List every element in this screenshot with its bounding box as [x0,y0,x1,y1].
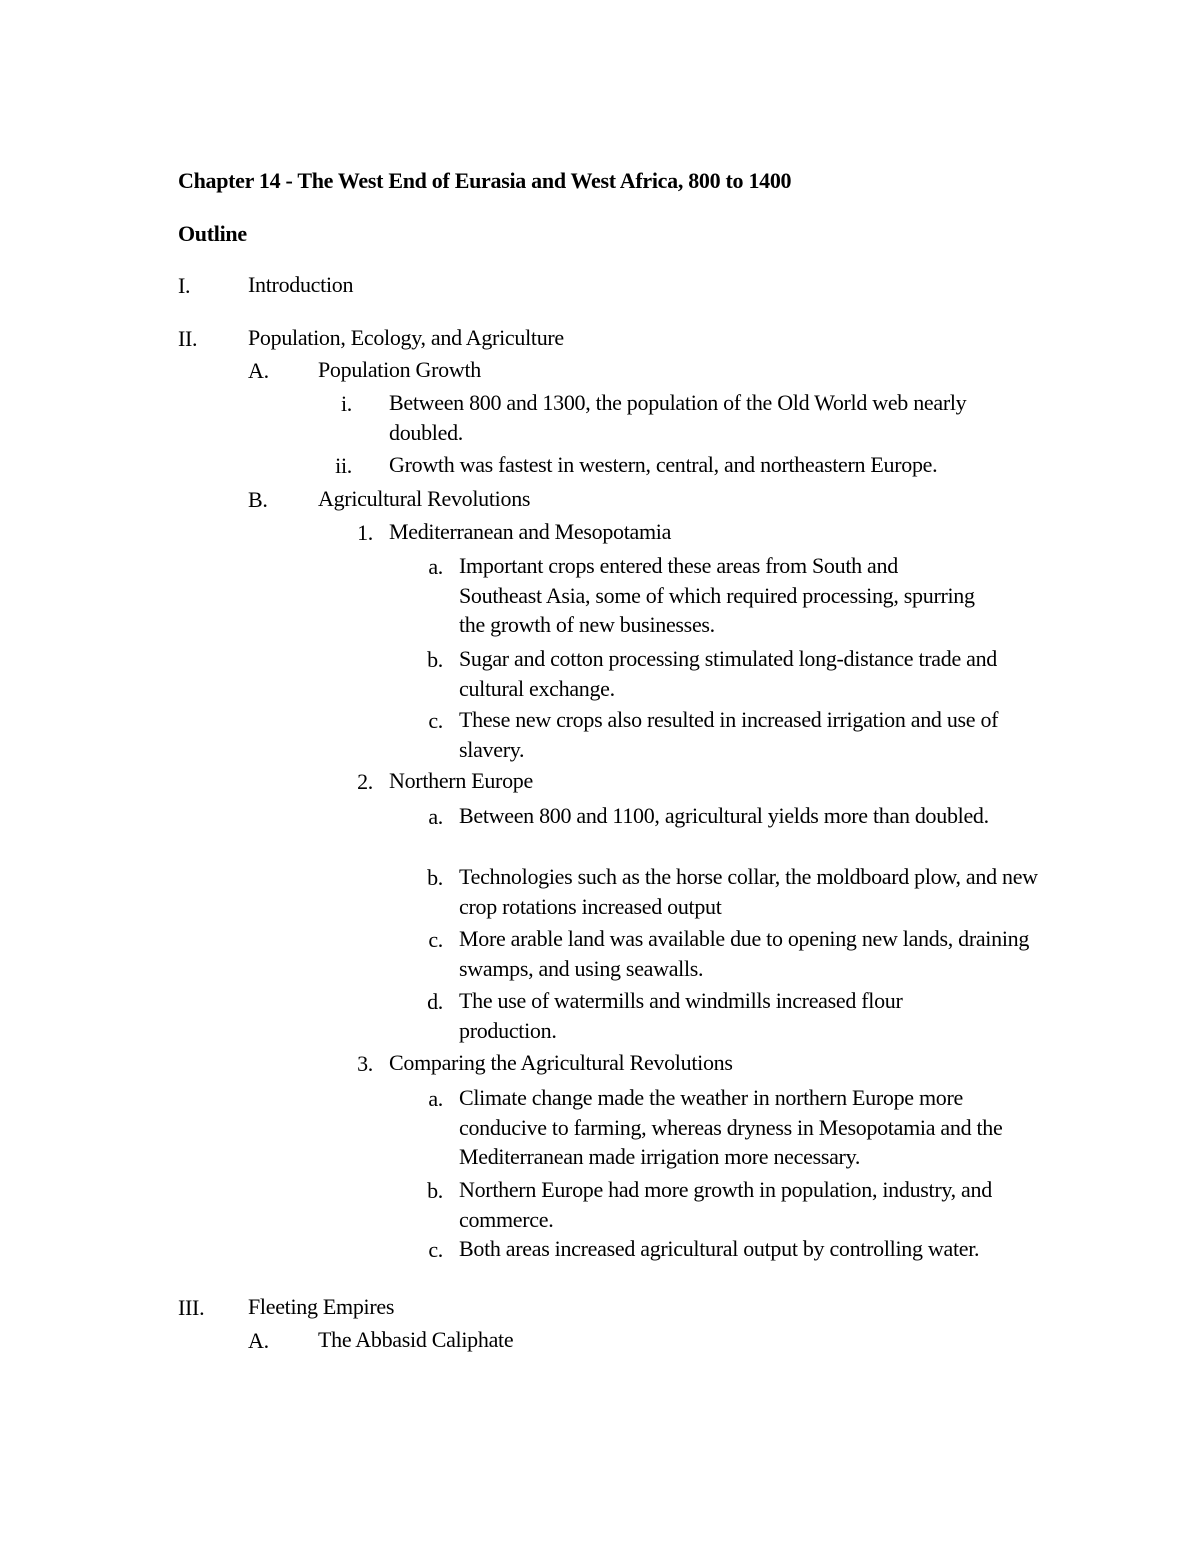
outline-marker-2-a: a. [428,804,443,829]
outline-item-watermills: The use of watermills and windmills increased flour production. [459,988,903,1043]
outline-marker-II-B-3: 3. [357,1051,373,1076]
outline-item-northern-growth: Northern Europe had more growth in population, industry, and commerce. [459,1177,992,1232]
outline-item-technologies: Technologies such as the horse collar, the moldboard plow, and new crop rotations increased output [459,864,1038,919]
outline-marker-3-b: b. [427,1178,443,1203]
outline-marker-III: III. [178,1295,205,1320]
outline-item-northern-europe: Northern Europe [389,768,533,793]
outline-item-growth-fastest: Growth was fastest in western, central, and northeastern Europe. [389,452,938,477]
outline-marker-II-B-1: 1. [357,520,373,545]
outline-item-yields-doubled: Between 800 and 1100, agricultural yields more than doubled. [459,803,989,828]
outline-marker-III-A: A. [248,1328,269,1353]
outline-marker-3-c: c. [428,1237,443,1262]
outline-marker-II-A-i: i. [340,391,352,416]
outline-marker-II: II. [178,326,198,351]
outline-item-population-growth: Population Growth [318,357,481,382]
outline-item-sugar-cotton: Sugar and cotton processing stimulated long-distance trade and cultural exchange. [459,646,997,701]
outline-marker-II-A: A. [248,358,269,383]
outline-item-abbasid-caliphate: The Abbasid Caliphate [318,1327,514,1352]
outline-marker-II-B: B. [248,487,268,512]
outline-marker-2-c: c. [428,927,443,952]
outline-heading: Outline [178,221,247,246]
outline-item-important-crops: Important crops entered these areas from South and Southeast Asia, some of which required processing, spurring the growth of new businesses. [459,553,975,637]
outline-item-mediterranean-mesopotamia: Mediterranean and Mesopotamia [389,519,672,544]
outline-marker-1-b: b. [427,647,443,672]
outline-marker-I: I. [178,273,191,298]
outline-item-new-crops-irrigation: These new crops also resulted in increased irrigation and use of slavery. [459,707,999,762]
outline-item-population-doubled: Between 800 and 1300, the population of the Old World web nearly doubled. [389,390,967,445]
outline-marker-II-B-2: 2. [357,769,373,794]
outline-marker-2-b: b. [427,865,443,890]
chapter-title: Chapter 14 - The West End of Eurasia and West Africa, 800 to 1400 [178,168,792,193]
outline-item-agricultural-revolutions: Agricultural Revolutions [318,486,531,511]
outline-item-controlling-water: Both areas increased agricultural output by controlling water. [459,1236,980,1261]
outline-item-introduction: Introduction [248,272,354,297]
outline-item-population-ecology: Population, Ecology, and Agriculture [248,325,564,350]
outline-marker-II-A-ii: ii. [335,453,352,478]
outline-marker-1-c: c. [428,708,443,733]
outline-item-fleeting-empires: Fleeting Empires [248,1294,395,1319]
outline-item-climate-change: Climate change made the weather in northern Europe more conducive to farming, whereas dryness in Mesopotamia and the Mediterranean made irrigation more necessary. [459,1085,1003,1169]
outline-marker-2-d: d. [427,989,443,1014]
outline-item-comparing-revolutions: Comparing the Agricultural Revolutions [389,1050,733,1075]
outline-item-arable-land: More arable land was available due to opening new lands, draining swamps, and using seawalls. [459,926,1030,981]
outline-marker-1-a: a. [428,554,443,579]
outline-marker-3-a: a. [428,1086,443,1111]
